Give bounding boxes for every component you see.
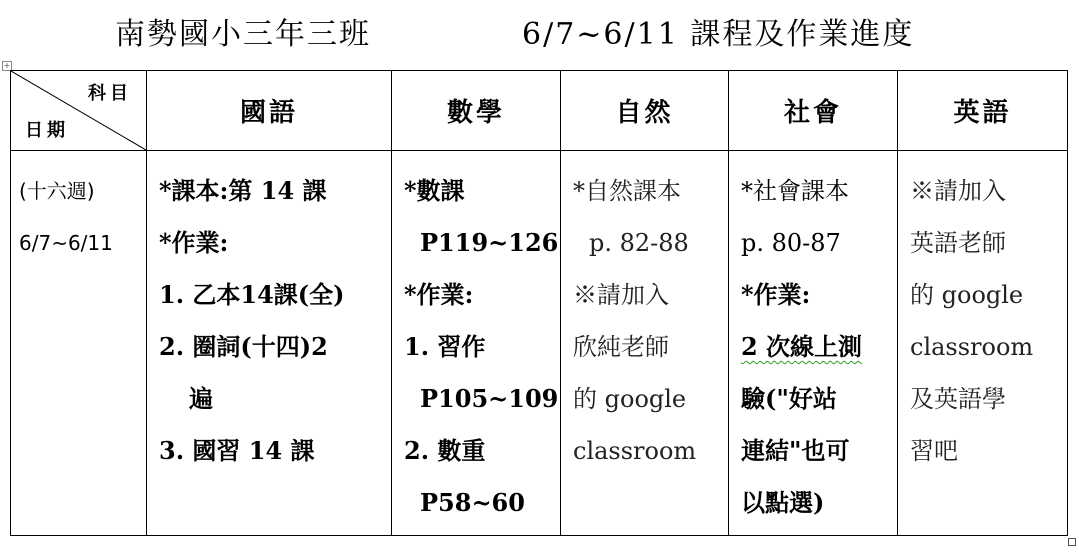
header-science: 自然 <box>561 71 729 151</box>
math-textbook: *數課 <box>404 176 465 205</box>
corner-subject-label: 科目 <box>88 83 132 104</box>
math-homework-2: 2. 數重 <box>404 436 486 465</box>
english-note-5: 及英語學 <box>910 385 1006 413</box>
science-note-3: 的 google <box>573 385 687 413</box>
english-note-6: 習吧 <box>910 437 958 465</box>
schedule-table <box>10 70 1068 536</box>
science-note-4: classroom <box>573 437 697 465</box>
english-note-2: 英語老師 <box>910 229 1006 257</box>
social-homework-1: 2 次線上測 <box>741 332 863 361</box>
math-homework-1: 1. 習作 <box>404 332 486 361</box>
math-homework-1-pages: P105~109 <box>420 384 559 413</box>
math-textbook-pages: P119~126 <box>420 228 559 257</box>
week-cell <box>11 151 147 536</box>
chinese-homework-2-cont: 遍 <box>189 384 213 413</box>
social-cell <box>729 151 898 536</box>
title-class: 南勢國小三年三班 <box>115 17 371 52</box>
social-homework-4: 以點選) <box>741 488 825 517</box>
math-homework-2-pages: P58~60 <box>420 488 525 517</box>
document-title <box>0 10 1079 60</box>
chinese-homework-label: *作業: <box>159 228 229 257</box>
header-social: 社會 <box>729 71 898 151</box>
week-row <box>11 151 1068 536</box>
chinese-cell <box>147 151 392 536</box>
header-math: 數學 <box>392 71 561 151</box>
social-homework-2: 驗("好站 <box>741 384 837 413</box>
chinese-textbook: *課本:第 14 課 <box>159 176 327 205</box>
math-cell <box>392 151 561 536</box>
english-cell <box>898 151 1068 536</box>
social-homework-label: *作業: <box>741 280 811 309</box>
science-note-2: 欣純老師 <box>573 333 669 361</box>
header-row <box>11 71 1068 151</box>
corner-header-cell <box>11 71 147 151</box>
table-move-handle-icon[interactable]: + <box>3 61 11 70</box>
table-resize-handle-icon[interactable] <box>1068 538 1076 546</box>
social-pages: p. 80-87 <box>741 229 841 257</box>
header-english: 英語 <box>898 71 1068 151</box>
science-note-1: ※請加入 <box>573 281 669 309</box>
title-schedule: 6/7~6/11 課程及作業進度 <box>522 17 915 52</box>
corner-date-label: 日期 <box>25 120 69 141</box>
week-dates: 6/7~6/11 <box>19 231 113 255</box>
week-label: (十六週) <box>19 179 95 203</box>
chinese-homework-3: 3. 國習 14 課 <box>159 436 315 465</box>
math-homework-label: *作業: <box>404 280 474 309</box>
science-pages: p. 82-88 <box>589 229 689 257</box>
social-textbook: *社會課本 <box>741 177 849 205</box>
chinese-homework-1: 1. 乙本14課(全) <box>159 280 345 309</box>
header-chinese: 國語 <box>147 71 392 151</box>
english-note-3: 的 google <box>910 281 1024 309</box>
science-textbook: *自然課本 <box>573 177 681 205</box>
english-note-1: ※請加入 <box>910 177 1006 205</box>
english-note-4: classroom <box>910 333 1034 361</box>
chinese-homework-2: 2. 圈詞(十四)2 <box>159 332 328 361</box>
science-cell <box>561 151 729 536</box>
social-homework-3: 連結"也可 <box>741 436 850 465</box>
